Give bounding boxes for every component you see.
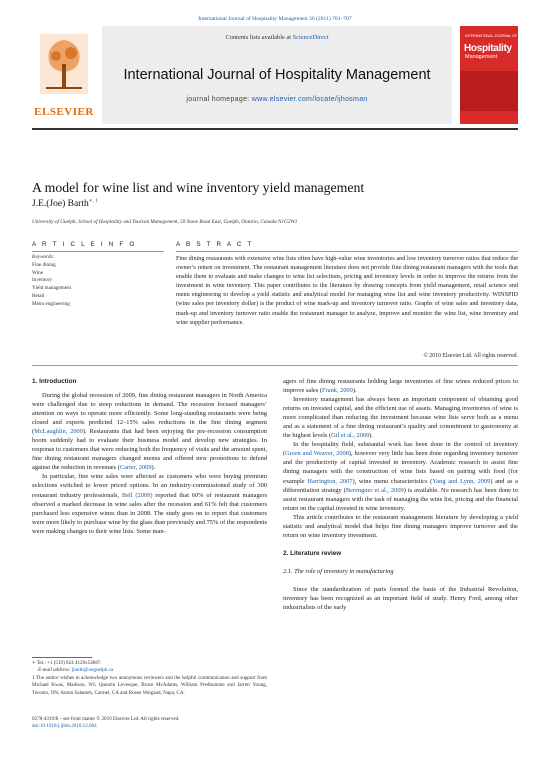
journal-banner: [32, 26, 518, 125]
paragraph-text: ).: [151, 464, 156, 472]
body-left-column: [32, 378, 267, 536]
paragraph-text: During the global recession of 2009, fine dining restaurant managers in North America were challenged due to steep reductions in demand. The recession focused managers’ attention on ways to operate more efficiently. Some long-standing restaurants were being closed and experts predicted 12–15% sales reductions in the fine dining segment (: [32, 392, 267, 436]
paragraph-text: ) is available. No research has been done to assist restaurant managers with the task of managing the wine list, pricing and the financial return on the capital invested in wine inventory.: [283, 486, 518, 512]
elsevier-wordmark: ELSEVIER: [34, 106, 94, 118]
author-line: [32, 198, 98, 209]
journal-reference[interactable]: International Journal of Hospitality Management 30 (2011) 701–707: [198, 16, 352, 22]
paragraph-text: ), however very little has been done regarding inventory turnover and the productivity of capital invested in inventory. Academic research to assist fine dining managers with the construction of wine lists based on pairing with food (for example: [283, 450, 518, 485]
paragraph: [32, 472, 267, 535]
citation-link[interactable]: Harrington, 2007: [307, 477, 353, 485]
paragraph: [283, 440, 518, 512]
paragraph-text: In the hospitality field, substantial work has been done in the control of inventory (: [283, 441, 518, 458]
keyword-item: Fine dining: [32, 261, 56, 268]
cover-subtitle-management: Management: [465, 54, 498, 60]
citation-link[interactable]: Bell (2009): [121, 491, 153, 499]
paragraph: This article contributes to the restaurant management literature by developing a yield statistic and analytical model that helps fine dining managers improve turnover and the return on wine inventory investment.: [283, 513, 518, 539]
abstract-text: Fine dining restaurants with extensive wine lists often have high-value wine inventories and low inventory turnover ratios that reduce the owner’s return on investment. The restaurant management literature does not provide fine dining restaurant managers with the tools that enable them to evaluate and make changes to wine list selections, pricing and inventory levels in order to improve the returns from the investment in wine inventory. This paper contributes to the literature by drawing concepts from yield management, retail science and menu engineering to develop a yield statistic and analytical model for managing wine list and wine inventory productivity. WINSPID (wine sales per inventory dollar) is the product of wine mark-up and inventory turnover ratio. Graphs of wine sales and inventory data, mark-up and inventory turnover ratio enable the restaurant manager to analyze, improve and monitor the wine list, wine inventory and wine supplier performance.: [176, 255, 518, 326]
footnote-acknowledgement: 1 The author wishes to acknowledge two anonymous reviewers and the helpful communication and support from Michael Kwas, Madison, WI; Quentin Levesque, Bruce McAdams, William Predhomme and Jarrett Young, Toronto, ON; Anton Salameh, Carmel, CA and Rosen Weigand, Napa, CA.: [32, 674, 267, 696]
journal-cover-thumbnail[interactable]: [460, 26, 518, 124]
citation-link[interactable]: Berenguer et al., 2009: [345, 486, 404, 494]
paragraph-text: reported that 60% of restaurant managers observed a marked decrease in wine sales after the recession and 61% felt that customers purchased less expensive wines than in 2008. The study goes on to report that customers were more likely to purchase wine by the glass than previously and 75% of the respondents were making changes to their wine lists. Some man-: [32, 491, 267, 535]
keyword-item: Inventory: [32, 277, 53, 284]
keywords-block: [32, 254, 71, 309]
cover-subtitle: INTERNATIONAL JOURNAL OF: [465, 34, 517, 38]
paragraph-text: agers of fine dining restaurants holding large inventories of fine wines reduced prices to improve sales (: [283, 378, 518, 395]
cover-image-band: [460, 71, 518, 111]
paragraph-text: ) and as a differentiation strategy (: [283, 477, 518, 494]
footnote-phone: ∗ Tel.: +1 (519) 824 4120x54887.: [32, 660, 102, 666]
homepage-link[interactable]: www.elsevier.com/locate/ijhosman: [251, 96, 368, 103]
keyword-item: Menu engineering: [32, 300, 70, 307]
author-footnote-marks[interactable]: ∗, 1: [88, 198, 98, 204]
journal-title: International Journal of Hospitality Management: [123, 67, 431, 83]
footnote-email: [32, 667, 267, 674]
footnote-divider: [32, 657, 92, 658]
issn-line: 0278-4319/$ – see front matter © 2010 Elsevier Ltd. All rights reserved.: [32, 716, 180, 722]
abstract-divider: [176, 251, 518, 252]
paragraph-text: ). Restaurants that had been enjoying the pre-recession consumption boom suddenly had to evaluate their business model and develop new strategies. In response to customers that were reducing both the frequency of visits and the amount spent, fine dining restaurant managers changed menus and offered new promotions to defend against the reduction in revenues (: [32, 428, 267, 472]
subsection-heading: 2.1. The role of inventory in manufacturing: [283, 567, 394, 575]
body-right-column: [283, 377, 518, 612]
cover-title: Hospitality: [464, 43, 512, 54]
citation-link[interactable]: Frank, 2009: [322, 387, 353, 395]
paragraph: [283, 395, 518, 440]
banner-divider: [32, 128, 518, 130]
keyword-item: Wine: [32, 269, 44, 276]
issn-block: [32, 716, 267, 731]
journal-info-box: [102, 26, 452, 124]
paragraph-text: In particular, fine wine sales were affected as customers who were buying premium selections switched to lower priced options. In an industry-commissioned study of 300 restaurant industry professionals,: [32, 473, 267, 499]
contents-prefix: Contents lists available at: [225, 34, 293, 41]
journal-homepage: [102, 96, 452, 103]
doi-link[interactable]: doi:10.1016/j.ijhm.2010.12.004: [32, 723, 97, 730]
elsevier-logo[interactable]: [32, 30, 96, 120]
keyword-item: Yield management: [32, 285, 72, 292]
citation-link[interactable]: Carter, 2009: [119, 464, 152, 472]
footnotes-block: [32, 660, 267, 697]
author-affiliation: University of Guelph, School of Hospitality and Tourism Management, 50 Stone Road East, Guelph, Ontario, Canada N1G2W1: [32, 219, 298, 225]
sciencedirect-link[interactable]: ScienceDirect: [292, 34, 329, 41]
email-label: E-mail address:: [38, 667, 72, 674]
article-info-divider: [32, 251, 164, 252]
elsevier-tree-icon: [40, 34, 88, 94]
citation-link[interactable]: Yang and Lynn, 2009: [432, 477, 491, 485]
abstract-bottom-divider: [32, 365, 518, 366]
citation-link[interactable]: Gil et al., 2009: [331, 432, 370, 440]
abstract-copyright: © 2010 Elsevier Ltd. All rights reserved.: [423, 353, 518, 359]
paragraph-text: Inventory management has always been an important component of obtaining good returns on invested capital, and the efficient use of assets. Managing inventories of wine is more complicated than reducing the investment because wine lists serve both as a menu and as a statement of a fine dining restaurant’s quality and commitment to gastronomy at the highest levels (: [283, 396, 518, 440]
paragraph: Since the standardization of parts formed the basis of the Industrial Revolution, inventory has been recognized as an important field of study. Henry Ford, among other industrialists of the early: [283, 585, 518, 612]
citation-link[interactable]: McLaughlin, 2009: [34, 428, 83, 436]
introduction-heading: 1. Introduction: [32, 378, 77, 385]
paragraph: [32, 391, 267, 472]
article-title: A model for wine list and wine inventory yield management: [32, 180, 365, 195]
abstract-heading: A B S T R A C T: [176, 241, 254, 248]
paragraph: [283, 377, 518, 395]
author-name: J.E.(Joe) Barth: [32, 199, 89, 210]
citation-link[interactable]: Green and Weaver, 2008: [285, 450, 349, 458]
keyword-item: Retail: [32, 292, 45, 299]
article-info-heading: A R T I C L E I N F O: [32, 241, 137, 248]
paragraph-text: ).: [369, 432, 374, 440]
email-link[interactable]: jbarth@uoguelph.ca: [71, 667, 114, 674]
literature-review-heading: 2. Literature review: [283, 549, 342, 557]
contents-line: [102, 34, 452, 41]
paragraph-text: ), wine menu characteristics (: [352, 477, 433, 485]
paragraph-text: ).: [352, 387, 357, 395]
homepage-prefix: journal homepage:: [186, 96, 252, 103]
keywords-label: Keywords:: [32, 254, 55, 260]
